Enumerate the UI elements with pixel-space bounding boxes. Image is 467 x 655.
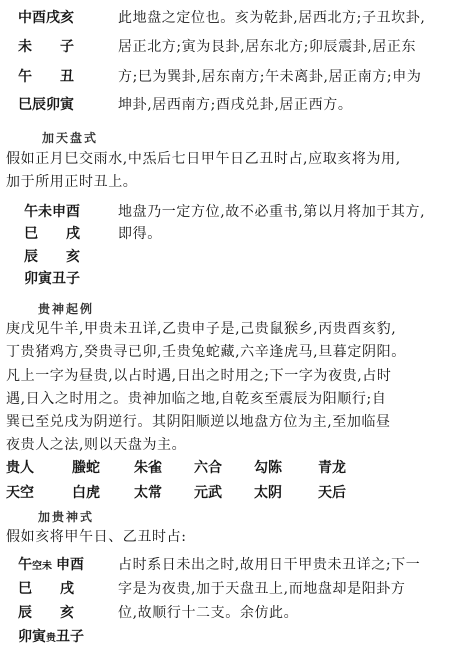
noble-plate-row-1 [18, 556, 84, 576]
heaven-plate-row-2: 巳 戌 [24, 226, 80, 242]
earth-plate-row-4: 巳辰卯寅 [18, 97, 74, 113]
noble-plate-row-4-small: 贵 [46, 633, 56, 644]
heading-jiatian: 加天盘式 [42, 131, 99, 145]
noble-plate-row-1-small: 空未 [32, 561, 52, 572]
guishen-para-5: 巽已至兑戌为阴逆行。其阴阳顺逆以地盘方位为主,至加临昼 [6, 414, 391, 430]
guishen-para-1: 庚戊见牛羊,甲贵未丑详,乙贵申子是,己贵鼠猴乡,丙贵酉亥豹, [6, 321, 397, 337]
heading-guishen: 贵神起例 [38, 302, 95, 316]
noble-plate-row-4-a: 卯寅 [18, 629, 46, 645]
guishen-para-2: 丁贵猪鸡方,癸贵寻已卯,壬贵兔蛇藏,六辛逢虎马,旦暮定阴阳。 [6, 344, 406, 360]
noble-plate-text-2: 字是为夜贵,加于天盘丑上,而地盘却是阳卦方 [118, 581, 406, 597]
jiaguishen-para: 假如亥将甲午日、乙丑时占: [6, 529, 187, 545]
guishen-para-3: 凡上一字为昼贵,以占时遇,日出之时用之;下一字为夜贵,占时 [6, 368, 392, 384]
earth-plate-text-2: 居正北方;寅为艮卦,居东北方;卯辰震卦,居正东 [118, 39, 417, 55]
general-11: 太阴 [254, 485, 282, 501]
general-7: 天空 [6, 485, 34, 501]
noble-plate-row-2: 巳 戌 [18, 581, 74, 597]
noble-plate-text-1: 占时系日未出之时,故用日干甲贵未丑详之;下一 [118, 557, 421, 573]
earth-plate-text-4: 坤卦,居西南方;酉戌兑卦,居正西方。 [118, 97, 353, 113]
earth-plate-text-3: 方;巳为巽卦,居东南方;午未离卦,居正南方;申为 [118, 69, 422, 85]
earth-plate-row-3: 午 丑 [18, 69, 74, 85]
noble-plate-text-3: 位,故顺行十二支。余仿此。 [118, 605, 299, 621]
guishen-para-4: 遇,日入之时用之。贵神加临之地,自乾亥至震辰为阳顺行;自 [6, 391, 387, 407]
earth-plate-row-2: 未 子 [18, 39, 74, 55]
general-9: 太常 [134, 485, 162, 501]
general-8: 白虎 [72, 485, 100, 501]
jiatian-para-1: 假如正月巳交雨水,中炁后七日甲午日乙丑时占,应取亥将为用, [6, 151, 401, 167]
heaven-plate-text-2: 即得。 [118, 226, 162, 242]
general-4: 六合 [194, 460, 222, 476]
guishen-para-6: 夜贵人之法,则以天盘为主。 [6, 437, 187, 453]
general-2: 螣蛇 [72, 460, 100, 476]
heaven-plate-row-3: 辰 亥 [24, 249, 80, 265]
noble-plate-row-4 [18, 628, 84, 648]
heaven-plate-row-1: 午未申酉 [24, 204, 80, 220]
general-3: 朱雀 [134, 460, 162, 476]
heading-jiaguishen: 加贵神式 [38, 510, 95, 524]
general-6: 青龙 [318, 460, 346, 476]
general-10: 元武 [194, 485, 222, 501]
heaven-plate-row-4: 卯寅丑子 [24, 271, 80, 287]
earth-plate-row-1: 中酉戌亥 [18, 10, 74, 26]
heaven-plate-text-1: 地盘乃一定方位,故不必重书,第以月将加于其方, [118, 204, 426, 220]
earth-plate-text-1: 此地盘之定位也。亥为乾卦,居西北方;子丑坎卦, [118, 10, 426, 26]
noble-plate-row-4-b: 丑子 [56, 629, 84, 645]
noble-plate-row-1-b: 申酉 [56, 557, 84, 573]
jiatian-para-2: 加于所用正时丑上。 [6, 174, 138, 190]
noble-plate-row-3: 辰 亥 [18, 605, 74, 621]
general-12: 天后 [318, 485, 346, 501]
general-1: 贵人 [6, 460, 34, 476]
general-5: 勾陈 [254, 460, 282, 476]
noble-plate-row-1-a: 午 [18, 557, 32, 573]
